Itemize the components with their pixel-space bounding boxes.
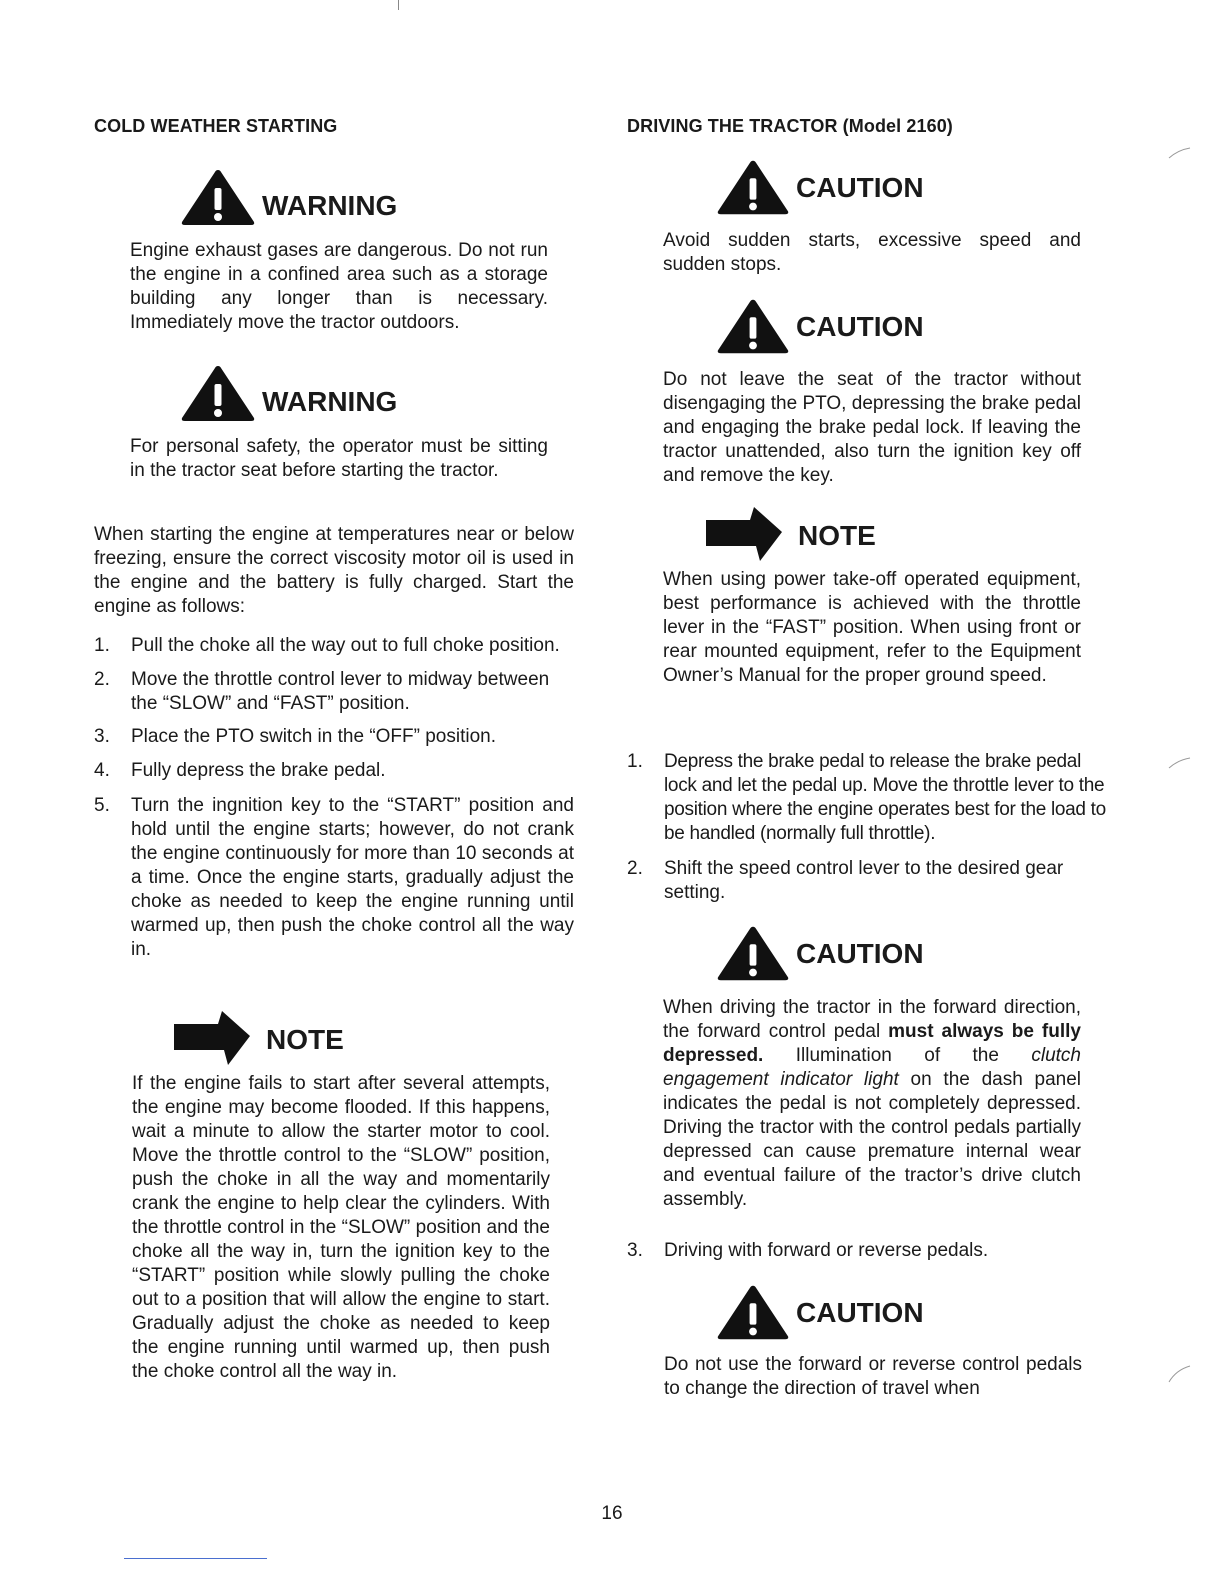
- footer-rule: [124, 1558, 267, 1559]
- list-text: Shift the speed control lever to the desired gear setting.: [664, 858, 1064, 903]
- warning-triangle-icon: [180, 364, 256, 422]
- list-text: Pull the choke all the way out to full choke position.: [131, 635, 560, 656]
- caution-block-1: [716, 158, 924, 216]
- warning-triangle-icon: [716, 924, 790, 982]
- list-item: [94, 725, 574, 749]
- caution-text-part: on the dash panel indicates the pedal is not completely depressed. Driving the tractor with the control pedals partially depressed can cause premature internal wear and eventual failure of the tractor’s drive clutch assembly.: [663, 1069, 1081, 1210]
- caution-text-3: [663, 996, 1081, 1212]
- list-item: [94, 759, 574, 783]
- warning-block-2: [180, 364, 397, 422]
- list-number: 3.: [627, 1240, 643, 1261]
- caution-text-1: Avoid sudden starts, excessive speed and sudden stops.: [663, 230, 1081, 275]
- list-number: 1.: [627, 751, 643, 772]
- caution-label: CAUTION: [796, 172, 924, 203]
- caution-block-4: [716, 1283, 924, 1341]
- list-number: 4.: [94, 760, 110, 781]
- caution-text-2: Do not leave the seat of the tractor without disengaging the PTO, depressing the brake pedal and engaging the brake pedal lock. If leaving the tractor unattended, also turn the ignition key off and remove the key.: [663, 369, 1081, 486]
- list-text: Depress the brake pedal to release the brake pedal lock and let the pedal up. Move the throttle lever to the position where the engine operates best for the load to be handled (normally full throttle).: [664, 751, 1106, 844]
- note-label: NOTE: [266, 1024, 344, 1055]
- caution-text-part: When driving the tractor in the forward direction, the forward control pedal: [663, 997, 1081, 1042]
- caution-block-3: [716, 924, 924, 982]
- list-item: [94, 668, 574, 716]
- list-text: Turn the ingnition key to the “START” position and hold until the engine starts; however, do not crank the engine continuously for more than 10 seconds at a time. Once the engine starts, gradually adjust the choke as needed to keep the engine running until warmed up, then push the choke control all the way in.: [131, 795, 574, 960]
- warning-block-1: [180, 168, 397, 226]
- list-item: [94, 634, 574, 658]
- warning-triangle-icon: [180, 168, 256, 226]
- list-number: 2.: [627, 858, 643, 879]
- list-item: [627, 857, 1107, 905]
- list-number: 2.: [94, 669, 110, 690]
- scan-mark: [398, 0, 399, 10]
- left-section-heading: COLD WEATHER STARTING: [94, 116, 338, 136]
- list-item: [627, 1239, 1107, 1263]
- note-block-right: [704, 506, 876, 562]
- page-number: 16: [601, 1503, 623, 1524]
- warning-text-2: For personal safety, the operator must be sitting in the tractor seat before starting the tractor.: [130, 436, 548, 481]
- note-label: NOTE: [798, 520, 876, 551]
- list-text: Driving with forward or reverse pedals.: [664, 1240, 989, 1261]
- note-text-left: If the engine fails to start after several attempts, the engine may become flooded. If this happens, wait a minute to allow the starter motor to cool. Move the throttle control to the “SLOW” position, push the choke in all the way and momentarily crank the engine to help clear the cylinders. With the throttle control in the “SLOW” position and the choke all the way in, turn the ignition key to the “START” position while slowly pulling the choke out to a position that will allow the engine to start. Gradually adjust the choke as needed to keep the engine running until warmed up, then push the choke control all the way in.: [132, 1073, 550, 1382]
- note-text-right: When using power take-off operated equipment, best performance is achieved with the throttle lever in the “FAST” position. When using front or rear mounted equipment, refer to the Equipment Owner’s Manual for the proper ground speed.: [663, 569, 1081, 686]
- list-item: [627, 750, 1107, 846]
- scan-mark: [1168, 1364, 1192, 1384]
- caution-label: CAUTION: [796, 1297, 924, 1328]
- warning-text-1: Engine exhaust gases are dangerous. Do not run the engine in a confined area such as a storage building any longer than is necessary. Immediately move the tractor outdoors.: [130, 240, 548, 333]
- caution-text-part: Illumination of the: [763, 1045, 1032, 1066]
- caution-italic-term: clutch engagement indicator light: [663, 1045, 1081, 1090]
- warning-label: WARNING: [262, 386, 398, 417]
- caution-label: CAUTION: [796, 938, 924, 969]
- warning-triangle-icon: [716, 1283, 790, 1341]
- list-number: 3.: [94, 726, 110, 747]
- caution-text-4: Do not use the forward or reverse control pedals to change the direction of travel when: [664, 1354, 1082, 1399]
- list-number: 1.: [94, 635, 110, 656]
- arrow-right-icon: [172, 1010, 252, 1066]
- right-section-heading: DRIVING THE TRACTOR (Model 2160): [627, 116, 953, 136]
- scan-mark: [1168, 756, 1192, 770]
- list-item: [94, 794, 574, 962]
- note-block-left: [172, 1010, 344, 1066]
- warning-triangle-icon: [716, 297, 790, 355]
- caution-label: CAUTION: [796, 311, 924, 342]
- caution-emphasis: must always be fully depressed.: [663, 1021, 1081, 1066]
- warning-label: WARNING: [262, 190, 398, 221]
- arrow-right-icon: [704, 506, 784, 562]
- list-text: Move the throttle control lever to midway between the “SLOW” and “FAST” position.: [131, 669, 550, 714]
- list-number: 5.: [94, 795, 110, 816]
- cold-start-intro: When starting the engine at temperatures near or below freezing, ensure the correct viscosity motor oil is used in the engine and the battery is fully charged. Start the engine as follows:: [94, 524, 574, 617]
- warning-triangle-icon: [716, 158, 790, 216]
- scan-mark: [1168, 146, 1192, 160]
- list-text: Fully depress the brake pedal.: [131, 760, 386, 781]
- list-text: Place the PTO switch in the “OFF” position.: [131, 726, 497, 747]
- caution-block-2: [716, 297, 924, 355]
